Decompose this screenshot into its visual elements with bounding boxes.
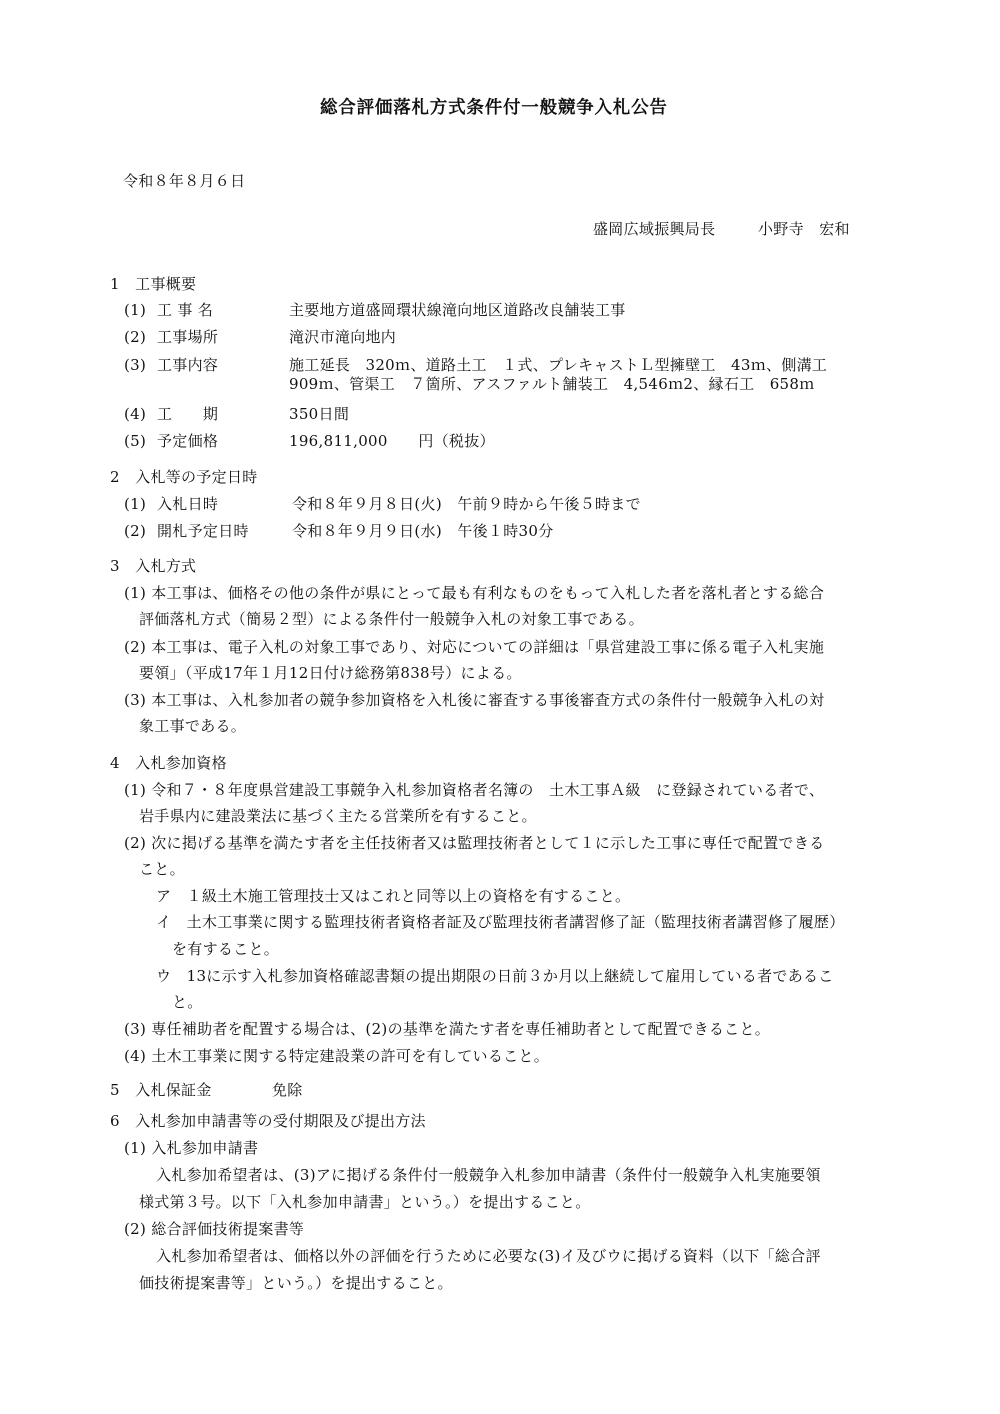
s4-sub-i-line: イ 土木工事業に関する監理技術者資格者証及び監理技術者講習修了証（監理技術者講習修了履歴）	[156, 913, 845, 931]
s1-item-num: (1)	[124, 301, 147, 319]
document-date: 令和８年８月６日	[123, 172, 246, 190]
s1-item-label: 工事場所	[157, 328, 219, 346]
s4-para-2-line: こと。	[139, 860, 185, 878]
s1-item-num: (4)	[124, 405, 147, 423]
s6-sub-2-line: 価技術提案書等」という。）を提出すること。	[139, 1274, 453, 1292]
s4-para-1-line: (1) 令和７・８年度県営建設工事競争入札参加資格者名簿の 土木工事Ａ級 に登録されている者で、	[124, 781, 825, 799]
s1-item-label: 工事内容	[157, 356, 219, 374]
s3-para-3-line: (3) 本工事は、入札参加者の競争参加資格を入札後に審査する事後審査方式の条件付一般競争入札の対	[124, 691, 825, 709]
s6-sub-1-heading: (1) 入札参加申請書	[124, 1139, 259, 1157]
s3-para-2-line: (2) 本工事は、電子入札の対象工事であり、対応についての詳細は「県営建設工事に係る電子入札実施	[124, 638, 825, 656]
document-title: 総合評価落札方式条件付一般競争入札公告	[320, 98, 668, 118]
s1-item-label: 工 期	[157, 405, 219, 423]
s1-item-value: 350日間	[289, 405, 350, 423]
s2-item-value: 令和８年９月９日(水) 午後１時30分	[292, 522, 554, 540]
s4-sub-i-line: を有すること。	[172, 940, 280, 958]
issuer-position: 盛岡広域振興局長	[593, 220, 716, 238]
s5-value: 免除	[272, 1081, 303, 1099]
s2-item-num: (2)	[124, 522, 147, 540]
section-6-heading: 6 入札参加申請書等の受付期限及び提出方法	[110, 1112, 426, 1130]
s3-para-2-line: 要領」（平成17年１月12日付け総務第838号）による。	[139, 664, 522, 682]
s2-item-num: (1)	[124, 495, 147, 513]
s1-item-value: 主要地方道盛岡環状線滝向地区道路改良舗装工事	[289, 301, 626, 319]
s1-item-label: 予定価格	[157, 432, 219, 450]
s1-item-value: 滝沢市滝向地内	[289, 328, 397, 346]
s6-sub-1-line: 様式第３号。以下「入札参加申請書」という。）を提出すること。	[139, 1193, 591, 1211]
section-1-heading: 1 工事概要	[110, 275, 197, 293]
s3-para-3-line: 象工事である。	[139, 717, 247, 735]
s4-sub-a: ア １級土木施工管理技士又はこれと同等以上の資格を有すること。	[156, 887, 631, 905]
s6-sub-2-heading: (2) 総合評価技術提案書等	[124, 1220, 305, 1238]
s6-sub-2-line: 入札参加希望者は、価格以外の評価を行うために必要な(3)イ及びウに掲げる資料（以下「総合評	[156, 1247, 821, 1265]
s4-para-4: (4) 土木工事業に関する特定建設業の許可を有していること。	[124, 1047, 550, 1065]
section-2-heading: 2 入札等の予定日時	[110, 468, 258, 486]
s4-para-3: (3) 専任補助者を配置する場合は、(2)の基準を満たす者を専任補助者として配置できること。	[124, 1020, 771, 1038]
section-5-heading: 5 入札保証金	[110, 1081, 212, 1099]
s1-item-value-cont: 909ｍ、管渠工 ７箇所、アスファルト舗装工 4,546ｍ2、縁石工 658ｍ	[289, 375, 815, 393]
s1-item-num: (5)	[124, 432, 147, 450]
s2-item-label: 入札日時	[157, 495, 219, 513]
s1-item-value: 施工延長 320ｍ、道路土工 １式、プレキャストＬ型擁壁工 43ｍ、側溝工	[289, 356, 828, 374]
s2-item-label: 開札予定日時	[157, 522, 249, 540]
s6-sub-1-line: 入札参加希望者は、(3)アに掲げる条件付一般競争入札参加申請書（条件付一般競争入札実施要領	[156, 1166, 821, 1184]
s1-item-num: (3)	[124, 356, 147, 374]
s1-item-num: (2)	[124, 328, 147, 346]
s2-item-value: 令和８年９月８日(火) 午前９時から午後５時まで	[292, 495, 641, 513]
issuer-name: 小野寺 宏和	[758, 220, 850, 238]
s1-item-label: 工 事 名	[157, 301, 214, 319]
section-4-heading: 4 入札参加資格	[110, 754, 227, 772]
s3-para-1-line: 評価落札方式（簡易２型）による条件付一般競争入札の対象工事である。	[139, 610, 644, 628]
s4-sub-u-line: ウ 13に示す入札参加資格確認書類の提出期限の日前３か月以上継続して雇用している者であるこ	[156, 967, 834, 985]
section-3-heading: 3 入札方式	[110, 557, 197, 575]
s4-para-2-line: (2) 次に掲げる基準を満たす者を主任技術者又は監理技術者として１に示した工事に専任で配置できる	[124, 834, 825, 852]
s1-item-value: 196,811,000 円（税抜）	[289, 432, 495, 450]
s3-para-1-line: (1) 本工事は、価格その他の条件が県にとって最も有利なものをもって入札した者を落札者とする総合	[124, 584, 825, 602]
s4-sub-u-line: と。	[172, 993, 203, 1011]
s4-para-1-line: 岩手県内に建設業法に基づく主たる営業所を有すること。	[139, 807, 537, 825]
